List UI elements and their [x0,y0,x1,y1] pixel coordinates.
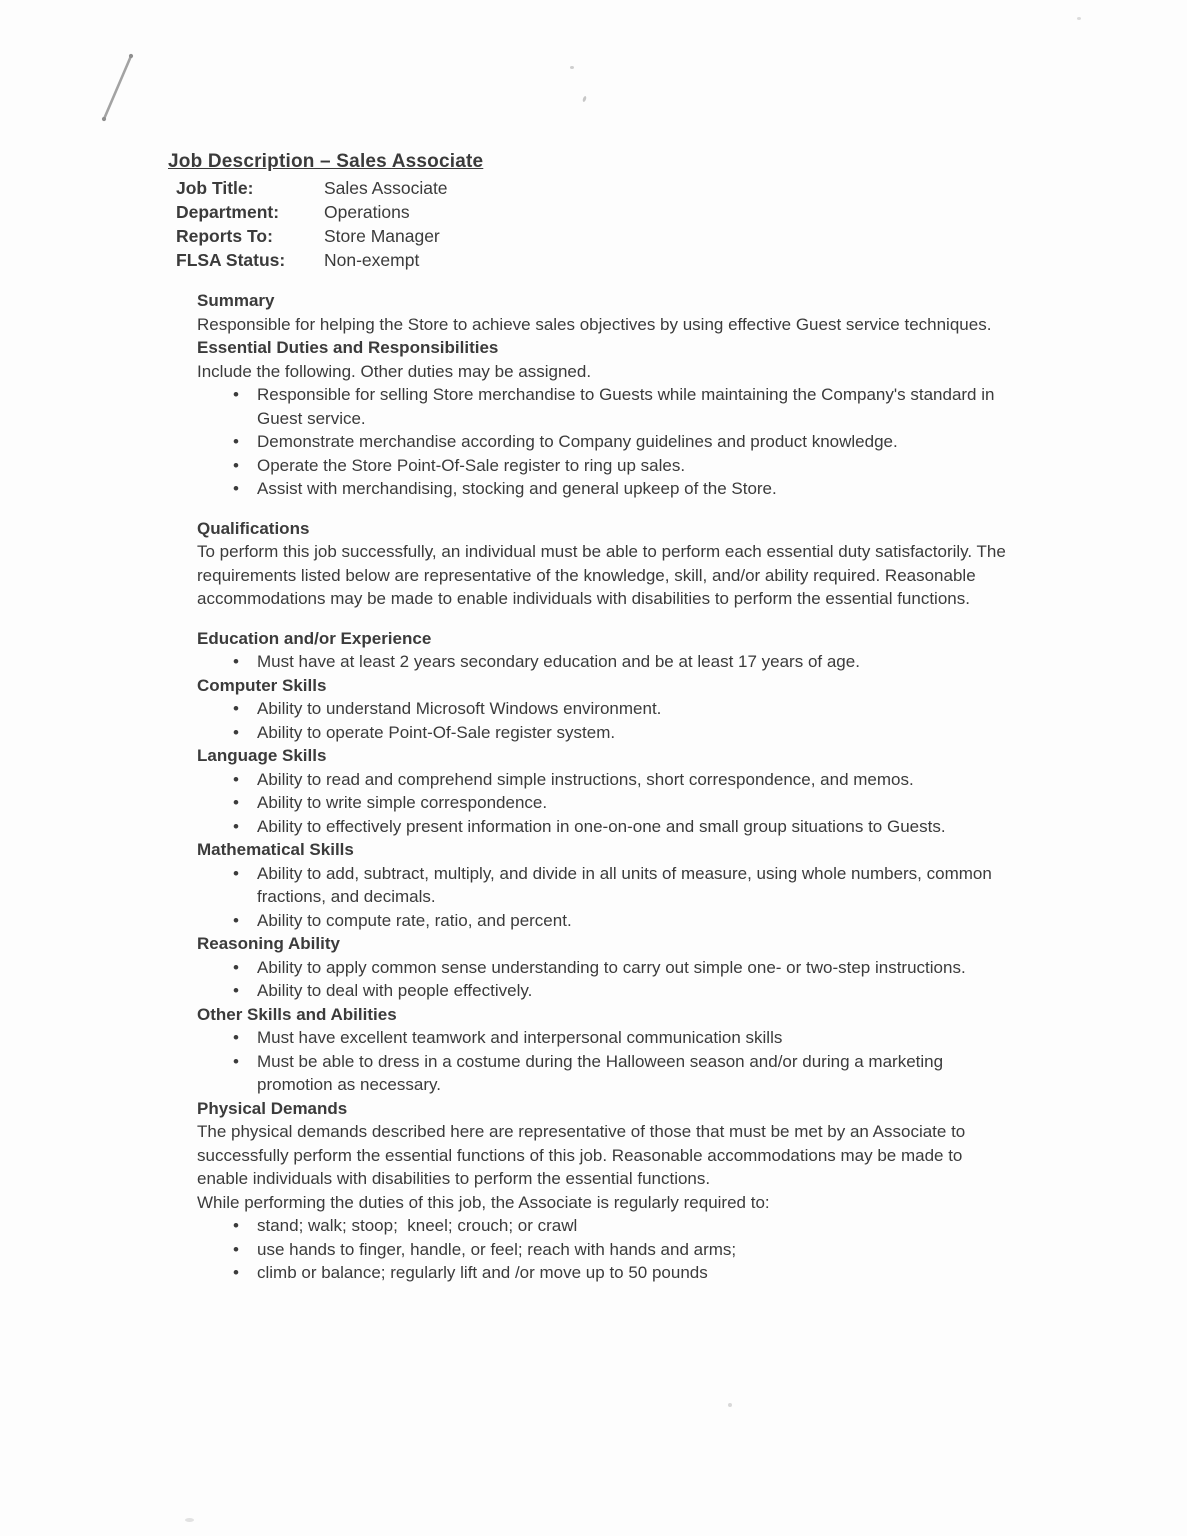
bullet-item: • Ability to understand Microsoft Windows environment. [197,697,1013,721]
bullet-list [197,650,1013,674]
meta-label: Department: [176,202,280,222]
paragraph: Include the following. Other duties may be assigned. [197,361,592,381]
section-heading: Summary [197,291,275,310]
section-heading: Language Skills [197,746,327,765]
bullet-item: • Operate the Store Point-Of-Sale register to ring up sales. [197,454,1013,478]
meta-value: Operations [324,202,410,222]
bullet-item: • Ability to apply common sense understanding to carry out simple one- or two-step instructions. [197,956,1013,980]
bullet-item: • Ability to operate Point-Of-Sale register system. [197,721,1013,745]
bullet-item: • Assist with merchandising, stocking and general upkeep of the Store. [197,477,1013,501]
paragraph: The physical demands described here are representative of those that must be met by an Associate to successfully perform the essential functions of this job. Reasonable accommodations may be made to enable individuals with disabilities to perform the essential functions. [197,1122,970,1188]
bullet-list [197,697,1013,744]
section-language-skills [197,744,1013,838]
meta-label: Job Title: [176,178,254,198]
bullet-item: • Responsible for selling Store merchandise to Guests while maintaining the Company's standard in Guest service. [197,383,1013,430]
section-heading: Other Skills and Abilities [197,1004,397,1024]
bullet-list [197,383,1013,501]
meta-value: Store Manager [324,226,440,246]
section-heading: Computer Skills [197,675,327,695]
meta-row [176,200,1020,224]
bullet-item: • Ability to read and comprehend simple instructions, short correspondence, and memos. [197,768,1013,792]
section-heading: Education and/or Experience [197,628,432,648]
paragraph: To perform this job successfully, an individual must be able to perform each essential duty satisfactorily. The requirements listed below are representative of the knowledge, skill, and/or ability required. Reasonable accommodations may be made to enable individuals with disabilities to perform the essential functions. [197,542,1011,608]
bullet-item: • Ability to deal with people effectively. [197,979,1013,1003]
section-education-experience [197,627,1013,674]
meta-value: Sales Associate [324,178,448,198]
bullet-item: • Demonstrate merchandise according to Company guidelines and product knowledge. [197,430,1013,454]
meta-label: FLSA Status: [176,250,286,270]
meta-row [176,248,1020,272]
bullet-item: • Must have at least 2 years secondary education and be at least 17 years of age. [197,650,1013,674]
section-heading: Mathematical Skills [197,840,354,859]
section-computer-skills [197,674,1013,745]
bullet-item: • Ability to write simple correspondence. [197,791,1013,815]
pen-stroke-mark [95,45,145,130]
section-heading: Physical Demands [197,1098,348,1118]
bullet-item: • Ability to compute rate, ratio, and percent. [197,909,1013,933]
bullet-item: • Must be able to dress in a costume during the Halloween season and/or during a marketing promotion as necessary. [197,1050,1013,1097]
section-heading: Essential Duties and Responsibilities [197,338,499,357]
bullet-item: • Ability to effectively present information in one-on-one and small group situations to Guests. [197,815,1013,839]
scan-artifact [570,66,574,69]
meta-table [176,176,1020,272]
bullet-list [197,956,1013,1003]
section-essential-duties [197,336,1013,501]
paragraph: Responsible for helping the Store to achieve sales objectives by using effective Guest service techniques. [197,314,992,334]
scan-artifact [1077,17,1081,20]
section-mathematical-skills [197,838,1013,932]
document-title: Job Description – Sales Associate [168,151,484,172]
section-heading: Qualifications [197,518,310,538]
bullet-item: • Must have excellent teamwork and interpersonal communication skills [197,1026,1013,1050]
meta-row [176,224,1020,248]
bullet-list [197,1026,1013,1097]
scan-artifact [185,1518,194,1522]
bullet-item: • use hands to finger, handle, or feel; reach with hands and arms; [197,1238,1013,1262]
bullet-item: • Ability to add, subtract, multiply, and divide in all units of measure, using whole numbers, common fractions, and decimals. [197,862,1013,909]
section-qualifications [197,517,1013,611]
section-other-skills [197,1003,1013,1097]
document-content [168,150,1020,1285]
bullet-item: • stand; walk; stoop; kneel; crouch; or crawl [197,1214,1013,1238]
meta-row [176,176,1020,200]
section-physical-demands [197,1097,1013,1285]
section-heading: Reasoning Ability [197,934,340,953]
paragraph: While performing the duties of this job, the Associate is regularly required to: [197,1192,770,1212]
bullet-item: • climb or balance; regularly lift and /or move up to 50 pounds [197,1261,1013,1285]
meta-label: Reports To: [176,226,273,246]
document-body [197,289,1013,1285]
section-summary [197,289,1013,336]
bullet-list [197,862,1013,933]
meta-value: Non-exempt [324,250,420,270]
scan-artifact [582,96,587,103]
bullet-list [197,1214,1013,1285]
bullet-list [197,768,1013,839]
section-reasoning-ability [197,932,1013,1003]
scan-artifact [728,1403,732,1407]
